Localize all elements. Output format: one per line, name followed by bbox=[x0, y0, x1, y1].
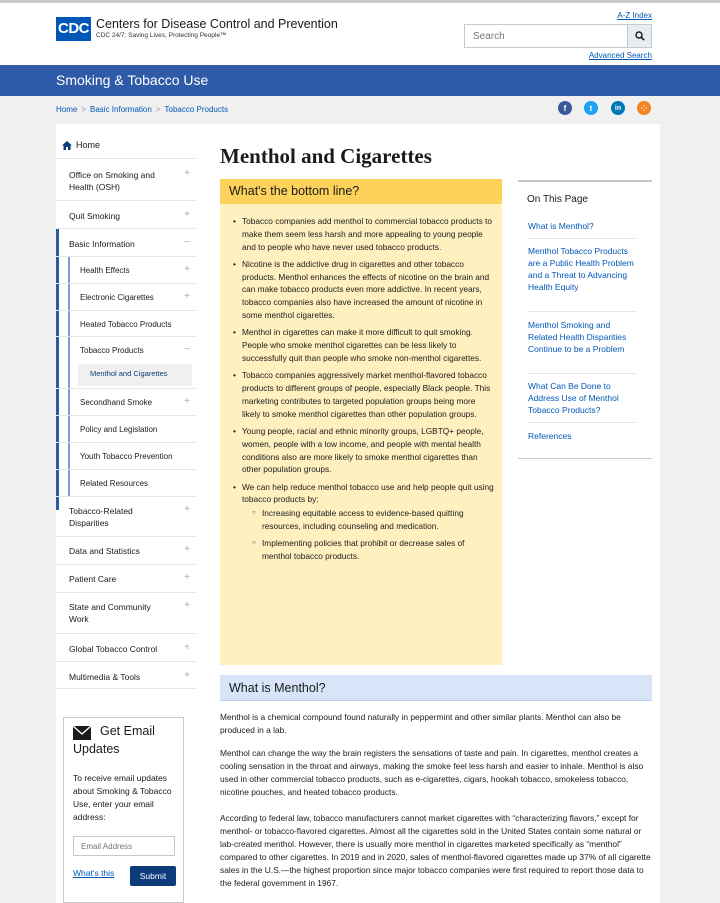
twitter-icon[interactable]: t bbox=[584, 101, 598, 115]
email-title-line2: Updates bbox=[73, 742, 120, 756]
divider bbox=[528, 373, 636, 374]
nav-item-label: Tobacco Products bbox=[80, 346, 144, 355]
nav-item-label: Youth Tobacco Prevention bbox=[80, 452, 173, 461]
breadcrumb-separator: > bbox=[155, 105, 161, 114]
nav-item-secondhand-smoke[interactable] bbox=[56, 388, 196, 415]
expand-icon[interactable]: + bbox=[184, 168, 190, 179]
nav-item-state-community[interactable] bbox=[56, 592, 196, 633]
bottom-line-heading: What's the bottom line? bbox=[229, 184, 360, 198]
az-index-link[interactable]: A-Z Index bbox=[617, 11, 652, 20]
facebook-icon[interactable]: f bbox=[558, 101, 572, 115]
expand-icon[interactable]: + bbox=[184, 600, 190, 611]
search-icon bbox=[635, 31, 645, 41]
nav-item-label: Heated Tobacco Products bbox=[80, 320, 172, 329]
otp-link-what-can-be-done[interactable]: What Can Be Done to Address Use of Menthol Tobacco Products? bbox=[528, 381, 619, 415]
bottom-line-list bbox=[242, 215, 496, 567]
sub-list bbox=[262, 507, 496, 562]
sub-list-item: ○ Increasing equitable access to evidence-based quitting resources, including counseling and medication. bbox=[262, 507, 496, 533]
nav-item-label: Office on Smoking and Health (OSH) bbox=[69, 170, 155, 192]
divider bbox=[528, 422, 636, 423]
nav-item-label: Data and Statistics bbox=[69, 546, 140, 556]
nav-item-data-statistics[interactable] bbox=[56, 536, 196, 564]
nav-item-label: Tobacco-Related Disparities bbox=[69, 506, 133, 528]
breadcrumb-bar bbox=[0, 96, 720, 124]
nav-item-basic-information[interactable] bbox=[56, 228, 196, 256]
breadcrumb-tobacco-products[interactable]: Tobacco Products bbox=[164, 105, 229, 114]
org-name[interactable]: Centers for Disease Control and Prevention bbox=[96, 17, 338, 31]
divider bbox=[528, 238, 636, 239]
nav-item-health-effects[interactable] bbox=[56, 256, 196, 283]
otp-link-disparities[interactable]: Menthol Smoking and Related Health Disparities Continue to be a Problem bbox=[528, 320, 627, 354]
bottom-line-header bbox=[220, 179, 502, 204]
email-field[interactable] bbox=[73, 836, 175, 856]
nav-item-label: Electronic Cigarettes bbox=[80, 293, 154, 302]
org-tagline: CDC 24/7: Saving Lives, Protecting People™ bbox=[96, 32, 227, 39]
expand-icon[interactable]: + bbox=[184, 504, 190, 515]
nav-item-menthol-cigarettes[interactable]: Menthol and Cigarettes bbox=[78, 364, 192, 386]
expand-icon[interactable]: + bbox=[184, 209, 190, 220]
section-heading: What is Menthol? bbox=[229, 681, 326, 695]
nav-item-patient-care[interactable] bbox=[56, 564, 196, 592]
email-description: To receive email updates about Smoking & Tobacco Use, enter your email address: bbox=[73, 773, 172, 822]
expand-icon[interactable]: + bbox=[184, 670, 190, 681]
nav-item-label: Multimedia & Tools bbox=[69, 672, 141, 682]
nav-item-label: Policy and Legislation bbox=[80, 425, 158, 434]
nav-item-global-tobacco[interactable] bbox=[56, 633, 196, 661]
nav-item-tobacco-products[interactable] bbox=[56, 336, 196, 363]
nav-item-label: Quit Smoking bbox=[69, 211, 121, 221]
advanced-search-link[interactable]: Advanced Search bbox=[588, 51, 652, 60]
nav-item-label: Patient Care bbox=[69, 574, 117, 584]
nav-item-disparities[interactable] bbox=[56, 496, 196, 536]
nav-home[interactable] bbox=[62, 140, 100, 150]
paragraph: According to federal law, tobacco manufacturers cannot market cigarettes with “characterizing flavors,” except for menthol- or tobacco-flavored cigarettes. Almost all the cigarettes sold in the United States contain some natural or lab-created menthol. However, there is usually more menthol in cigarettes marketed specifically as “menthol” compared to other cigarettes. In 2019 and in 2020, sales of menthol-flavored cigarettes made up 37% of all cigarette sales in the U.S.—the highest proportion since major tobacco companies were first required to report those data to the federal government in 1967. bbox=[220, 813, 651, 888]
nav-item-youth-prevention[interactable] bbox=[56, 442, 196, 469]
email-title-line1: Get Email bbox=[100, 724, 155, 738]
cdc-logo[interactable]: CDC bbox=[56, 17, 91, 41]
nav-item-electronic-cigarettes[interactable] bbox=[56, 283, 196, 310]
list-item: • Tobacco companies add menthol to commercial tobacco products to make them seem less harsh and more appealing to young people and to people who have never used tobacco products. bbox=[242, 215, 496, 253]
nav-item-label: Related Resources bbox=[80, 479, 149, 488]
search-box bbox=[464, 24, 652, 48]
list-item: • Nicotine is the addictive drug in cigarettes and other tobacco products. Menthol enhances the effects of nicotine on the brain and can make tobacco products even more addictive. In recent years, tobacco companies also have increased the amount of nicotine in some menthol cigarettes. bbox=[242, 258, 496, 322]
whats-this-link[interactable]: What's this bbox=[73, 868, 115, 878]
list-item: • Tobacco companies aggressively market menthol-flavored tobacco products to different groups of people, especially Black people. This marketing contributes to targeted population groups being more likely to smoke menthol cigarettes than other population groups. bbox=[242, 369, 496, 420]
site-title-bar bbox=[0, 65, 720, 96]
nav-item-heated-tobacco[interactable] bbox=[56, 310, 196, 336]
sub-list-item: ○ Implementing policies that prohibit or decrease sales of menthol tobacco products. bbox=[262, 537, 496, 563]
nav-item-label: Health Effects bbox=[80, 266, 130, 275]
expand-icon[interactable]: + bbox=[184, 291, 190, 302]
syndicate-icon[interactable]: ⁘ bbox=[637, 101, 651, 115]
list-item-with-sub bbox=[242, 481, 496, 563]
list-item: • Young people, racial and ethnic minority groups, LGBTQ+ people, women, people with a low income, and people with mental health conditions also are more likely to smoke menthol cigarettes than other population groups. bbox=[242, 425, 496, 476]
email-signup-box bbox=[63, 717, 184, 903]
paragraph: Menthol is a chemical compound found naturally in peppermint and other similar plants. Menthol can also be produced in a lab. bbox=[220, 712, 621, 735]
breadcrumb bbox=[56, 105, 228, 114]
search-input[interactable] bbox=[465, 25, 625, 47]
nav-item-osh[interactable] bbox=[56, 158, 196, 200]
breadcrumb-home[interactable]: Home bbox=[56, 105, 78, 114]
breadcrumb-separator: > bbox=[81, 105, 87, 114]
nav-item-label: Basic Information bbox=[69, 239, 135, 249]
nav-item-label: Secondhand Smoke bbox=[80, 398, 153, 407]
list-item-text: We can help reduce menthol tobacco use and help people quit using tobacco products by: bbox=[242, 481, 494, 505]
nav-item-quit-smoking[interactable] bbox=[56, 200, 196, 228]
nav-item-policy-legislation[interactable] bbox=[56, 415, 196, 442]
home-icon bbox=[62, 141, 72, 150]
otp-link-references[interactable]: References bbox=[528, 431, 572, 441]
envelope-icon bbox=[73, 726, 91, 740]
expand-icon[interactable]: + bbox=[184, 642, 190, 653]
nav-item-related-resources[interactable] bbox=[56, 469, 196, 496]
site-title[interactable]: Smoking & Tobacco Use bbox=[56, 72, 209, 88]
otp-link-what-is-menthol[interactable]: What is Menthol? bbox=[528, 221, 594, 231]
nav-item-label: Global Tobacco Control bbox=[69, 644, 158, 654]
collapse-icon[interactable]: − bbox=[184, 237, 190, 248]
on-this-page bbox=[518, 180, 652, 459]
expand-icon[interactable]: + bbox=[184, 544, 190, 555]
expand-icon[interactable]: + bbox=[184, 396, 190, 407]
collapse-icon[interactable]: − bbox=[184, 344, 190, 355]
nav-home-label: Home bbox=[76, 140, 101, 150]
linkedin-icon[interactable]: in bbox=[611, 101, 625, 115]
expand-icon[interactable]: + bbox=[184, 572, 190, 583]
masthead bbox=[0, 3, 720, 65]
nav-item-multimedia[interactable] bbox=[56, 661, 196, 689]
breadcrumb-basic-information[interactable]: Basic Information bbox=[90, 105, 152, 114]
paragraph: Menthol can change the way the brain registers the sensations of taste and pain. In cigarettes, menthol creates a cooling sensation in the throat and airways, making the smoke feel less harsh and easier to inhale. Menthol is also used in other commercial tobacco products, such as e-cigarettes, cigars, hookah tobacco, smokeless tobacco, nicotine pouches, and heated tobacco products. bbox=[220, 748, 644, 797]
on-this-page-title: On This Page bbox=[527, 194, 588, 205]
page-title: Menthol and Cigarettes bbox=[220, 144, 432, 168]
section-header-what-is-menthol bbox=[220, 675, 652, 701]
nav-item-label: State and Community Work bbox=[69, 602, 151, 624]
search-button[interactable] bbox=[627, 25, 651, 47]
list-item: • Menthol in cigarettes can make it more difficult to quit smoking. People who smoke menthol cigarettes can be less likely to successfully quit than people who smoke non-menthol cigarettes. bbox=[242, 326, 496, 364]
expand-icon[interactable]: + bbox=[184, 264, 190, 275]
otp-link-public-health[interactable]: Menthol Tobacco Products are a Public Health Problem and a Threat to Advancing Health Equity bbox=[528, 246, 634, 292]
submit-button[interactable]: Submit bbox=[130, 866, 176, 886]
divider bbox=[528, 311, 636, 312]
